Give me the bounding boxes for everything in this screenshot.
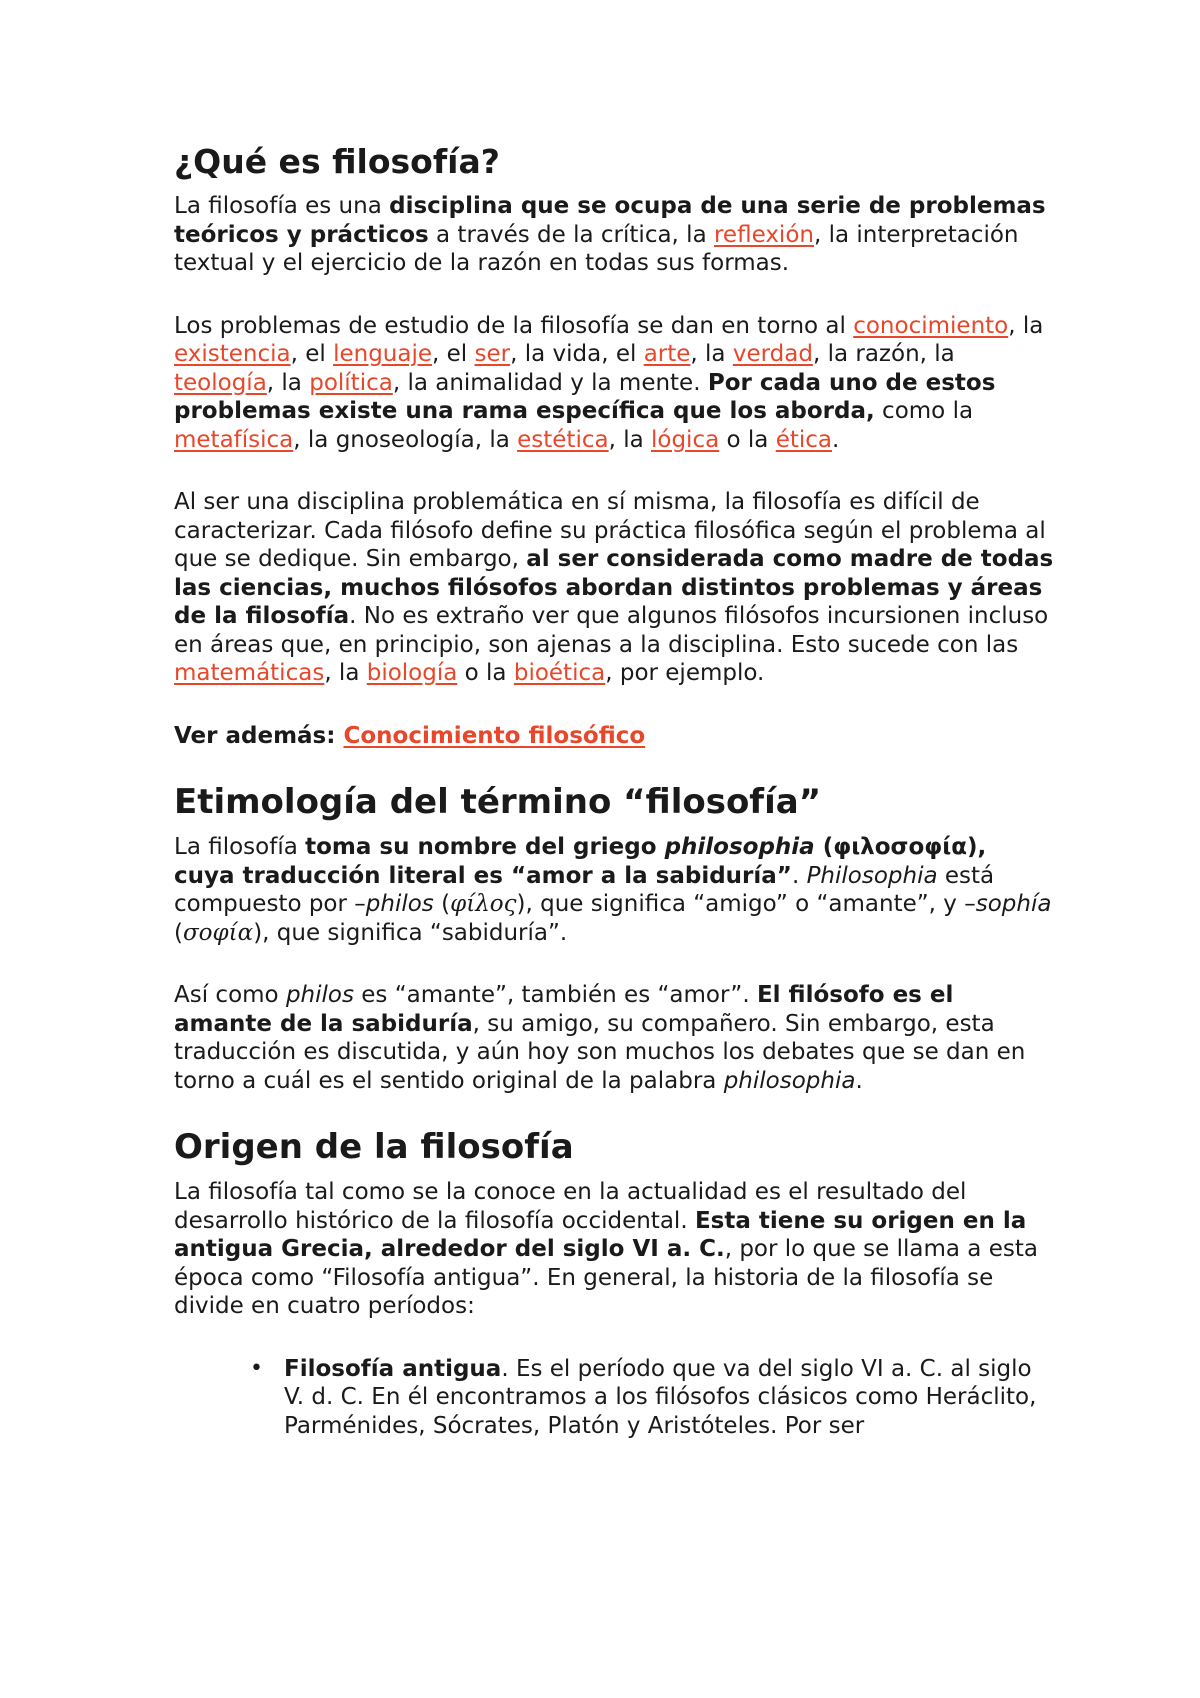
text: ( — [433, 891, 451, 917]
link-matematicas[interactable]: matemáticas — [174, 660, 325, 686]
heading-etimologia: Etimología del término “filosofía” — [174, 782, 822, 822]
text: , el — [432, 341, 475, 367]
bold-text: disciplina que se ocupa de una serie de problemas teóricos y prácticos — [174, 193, 1046, 248]
paragraph-etymology — [174, 833, 1054, 947]
link-conocimiento-filosofico[interactable]: Conocimiento filosófico — [343, 722, 646, 749]
text: o la — [719, 426, 776, 453]
paragraph-philos — [174, 981, 1054, 1095]
text: está compuesto por – — [174, 862, 995, 917]
link-bioetica[interactable]: bioética — [513, 660, 606, 686]
italic-text: Philosophia — [806, 862, 938, 889]
paragraph-characterization — [174, 488, 1054, 688]
text: a través de la crítica, la — [428, 221, 714, 248]
link-ser[interactable]: ser — [474, 341, 511, 367]
text: , su amigo, su compañero. Sin embargo, esta traducción es discutida, y aún hoy son muchos los debates que se dan en torno a cuál es el sentido original de la palabra — [174, 1010, 1026, 1094]
periods-list — [174, 1355, 1054, 1441]
text: , por ejemplo. — [605, 660, 765, 686]
text: . — [791, 862, 807, 889]
link-arte[interactable]: arte — [643, 341, 691, 367]
paragraph-problems — [174, 312, 1054, 455]
text: La filosofía — [174, 834, 306, 860]
link-verdad[interactable]: verdad — [732, 341, 813, 367]
text: ), que significa “sabiduría”. — [253, 919, 568, 946]
link-conocimiento[interactable]: conocimiento — [853, 312, 1009, 339]
bold-text: toma su nombre del griego — [305, 834, 665, 860]
see-also-label: Ver además: — [174, 722, 344, 749]
greek-text: φίλος — [450, 891, 517, 917]
text: Así como — [174, 982, 286, 1008]
link-etica[interactable]: ética — [775, 426, 833, 453]
heading-que-es-filosofia: ¿Qué es filosofía? — [174, 142, 500, 181]
bold-text: Filosofía antigua — [284, 1355, 502, 1382]
text: , la razón, la — [812, 341, 955, 367]
italic-text: philos — [365, 891, 434, 917]
link-estetica[interactable]: estética — [517, 426, 609, 453]
heading-origen: Origen de la filosofía — [174, 1127, 574, 1167]
document-body — [174, 140, 1054, 1440]
text: , la interpretación textual y el ejercicio de la razón en todas sus formas. — [174, 221, 1019, 276]
see-also — [174, 722, 1054, 751]
text: , por lo que se llama a esta época como “Filosofía antigua”. En general, la historia de la filosofía se divide en cuatro períodos: — [174, 1236, 1038, 1319]
text: . — [832, 426, 840, 453]
bold-text: al ser considerada como madre de todas las ciencias, muchos filósofos abordan distintos problemas y áreas de la filosofía — [174, 546, 1054, 629]
text: . — [855, 1067, 863, 1094]
link-lenguaje[interactable]: lenguaje — [333, 341, 433, 367]
text: Al ser una disciplina problemática en sí misma, la filosofía es difícil de caracterizar. Cada filósofo define su práctica filosófica según el problema al que se dedique. Sin embargo, — [174, 489, 1046, 572]
link-teologia[interactable]: teología — [174, 369, 267, 396]
bullet-icon: • — [250, 1355, 263, 1381]
text: . No es extraño ver que algunos filósofos incursionen incluso en áreas que, en principio, son ajenas a la disciplina. Esto sucede con las — [174, 603, 1049, 658]
text: ), que significa “amigo” o “amante”, y – — [516, 891, 976, 917]
paragraph-definition — [174, 192, 1054, 278]
bold-text: Por cada uno de estos problemas existe una rama específica que los aborda, — [174, 369, 996, 424]
text: , el — [290, 341, 334, 367]
text: Los problemas de estudio de la filosofía se dan en torno al — [174, 312, 854, 339]
text: , la gnoseología, la — [293, 426, 518, 453]
bold-italic-text: philosophia — [664, 834, 815, 860]
link-metafisica[interactable]: metafísica — [174, 426, 294, 453]
text: La filosofía tal como se la conoce en la actualidad es el resultado del desarrollo histórico de la filosofía occidental. — [174, 1179, 967, 1234]
text: como la — [874, 398, 974, 424]
text: , la — [690, 341, 733, 367]
list-item — [250, 1355, 1054, 1441]
greek-text: σοφία — [182, 919, 254, 946]
text: , la — [1008, 312, 1044, 339]
text: , la — [608, 426, 651, 453]
link-politica[interactable]: política — [309, 369, 393, 396]
text: . Es el período que va del siglo VI a. C. al siglo V. d. C. En él encontramos a los filósofos clásicos como Heráclito, Parménides, Sócrates, Platón y Aristóteles. Por ser — [284, 1355, 1037, 1439]
text: , la animalidad y la mente. — [392, 369, 708, 396]
italic-text: sophía — [975, 891, 1052, 917]
link-reflexion[interactable]: reflexión — [713, 221, 814, 248]
text: es “amante”, también es “amor”. — [353, 982, 757, 1008]
paragraph-origin — [174, 1178, 1054, 1321]
text: o la — [457, 660, 514, 686]
italic-text: philos — [285, 982, 354, 1008]
text: La filosofía es una — [174, 193, 390, 219]
text: , la — [266, 369, 310, 396]
link-existencia[interactable]: existencia — [174, 341, 291, 367]
text: , la — [324, 660, 367, 686]
text: ( — [174, 919, 183, 946]
italic-text: philosophia — [723, 1067, 856, 1094]
bold-text: El filósofo es el amante de la sabiduría — [174, 982, 954, 1037]
link-logica[interactable]: lógica — [651, 426, 720, 453]
bold-text: Esta tiene su origen en la antigua Grecia, alrededor del siglo VI a. C. — [174, 1207, 1027, 1262]
text: , la vida, el — [510, 341, 644, 367]
bold-text: (φιλοσοφία), cuya traducción literal es “amor a la sabiduría” — [174, 834, 987, 889]
link-biologia[interactable]: biología — [366, 660, 458, 686]
